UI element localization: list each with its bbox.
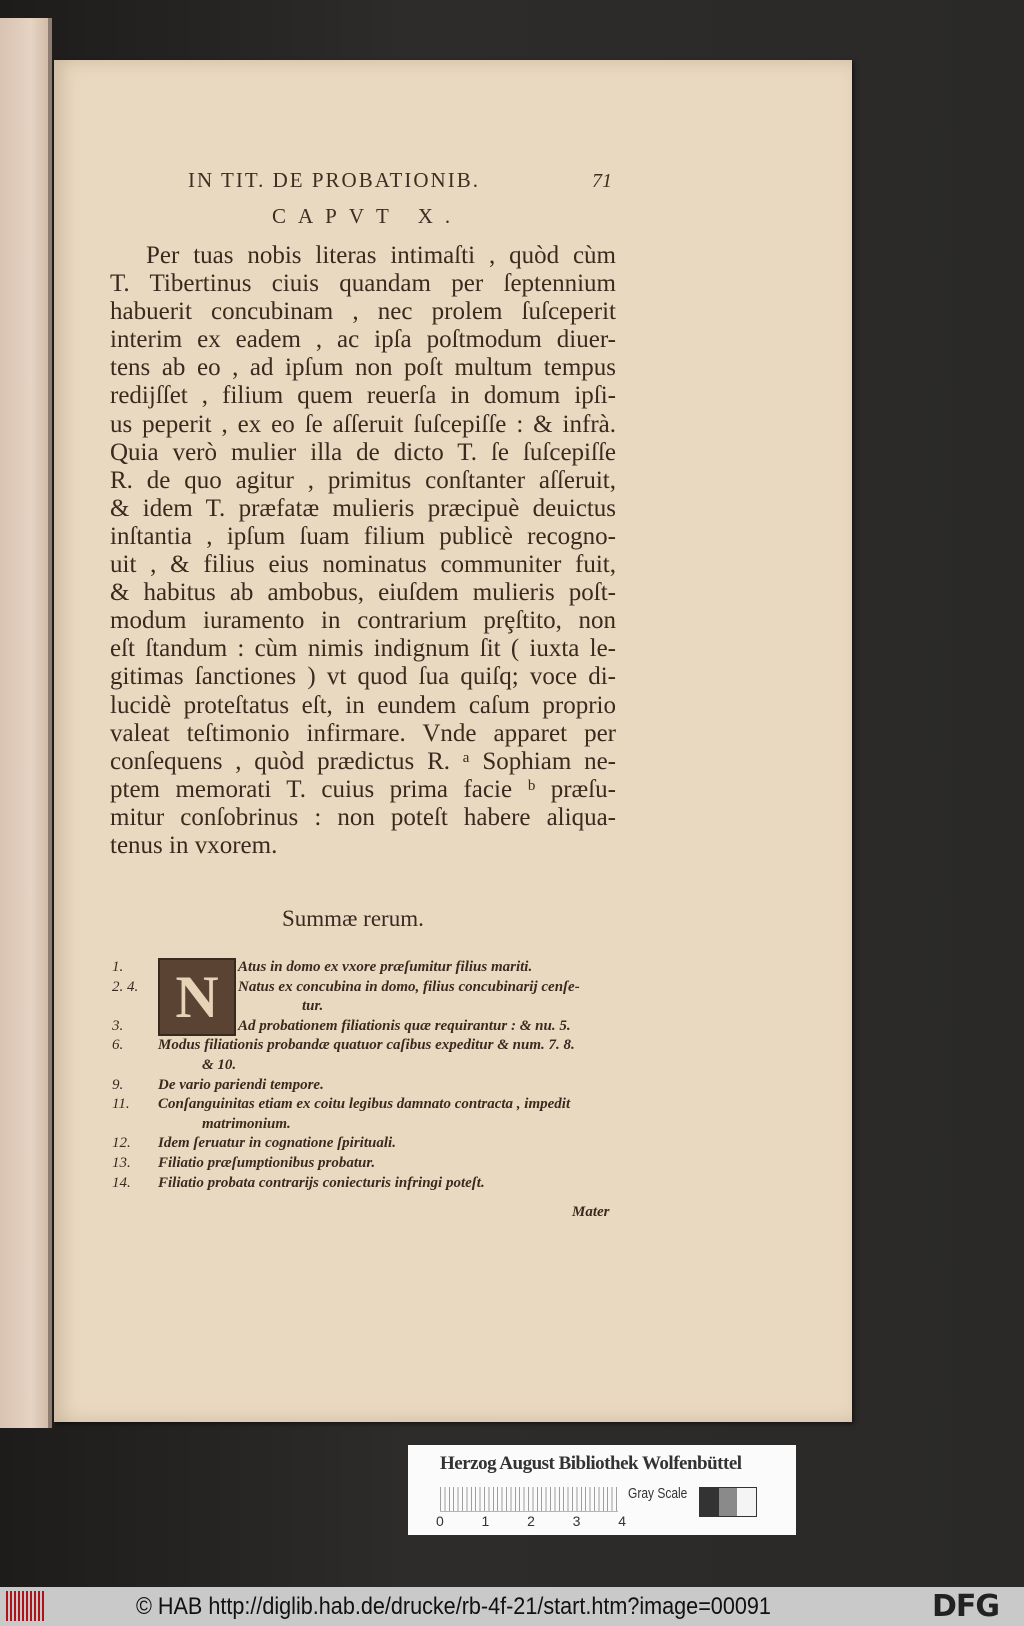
chapter-heading: CAPVT X. bbox=[272, 204, 463, 228]
summary-item-continuation: & 10. bbox=[202, 1056, 237, 1073]
hab-logo-icon bbox=[6, 1591, 46, 1621]
summary-item-text: De vario pariendi tempore. bbox=[158, 1076, 324, 1093]
body-line: valeat teſtimonio infirmare. Vnde apparet per bbox=[110, 719, 616, 747]
summary-item bbox=[112, 1174, 618, 1194]
body-line: R. de quo agitur , primitus conſtanter aſſeruit, bbox=[110, 466, 616, 494]
body-line: us peperit , ex eo ſe aſſeruit ſuſcepiſſe : & infrà. bbox=[110, 410, 616, 438]
summary-item-text: Conſanguinitas etiam ex coitu legibus damnato contracta , impedit bbox=[158, 1096, 571, 1113]
catchword: Mater bbox=[572, 1204, 610, 1220]
body-line: inſtantia , ipſum ſuam filium publicè recogno- bbox=[110, 522, 616, 550]
page-number: 71 bbox=[592, 170, 612, 192]
running-head: IN TIT. DE PROBATIONIB. bbox=[188, 168, 480, 192]
body-line: ptem memorati T. cuius prima facie ᵇ præſu- bbox=[110, 775, 616, 803]
summary-item-text: Filiatio præſumptionibus probatur. bbox=[158, 1154, 376, 1171]
tick-label: 0 bbox=[436, 1513, 444, 1529]
summary-item-text: Ad probationem filiationis quæ requirantur : & nu. 5. bbox=[238, 1017, 571, 1034]
gray-scale-swatches bbox=[699, 1487, 757, 1517]
gray-swatch bbox=[737, 1488, 756, 1516]
facing-page-edge bbox=[0, 18, 52, 1428]
summary-item bbox=[112, 1017, 618, 1037]
body-line: redijſſet , filium quem reuerſa in domum ipſi- bbox=[110, 382, 616, 410]
tick-label: 4 bbox=[618, 1513, 626, 1529]
copyright-url: © HAB http://diglib.hab.de/drucke/rb-4f-21/start.htm?image=00091 bbox=[136, 1593, 771, 1620]
summary-item-text: Filiatio probata contrarijs coniecturis infringi poteſt. bbox=[158, 1174, 485, 1191]
summary-item-text: Idem ſeruatur in cognatione ſpirituali. bbox=[158, 1135, 396, 1152]
summary-item-number: 2. 4. bbox=[112, 978, 139, 995]
footer-bar bbox=[0, 1587, 1024, 1626]
summary-item-text: Modus filiationis probandæ quatuor caſibus expeditur & num. 7. 8. bbox=[158, 1037, 575, 1054]
body-line: mitur conſobrinus : non poteſt habere aliqua- bbox=[110, 803, 616, 831]
gray-swatch bbox=[700, 1488, 719, 1516]
summary-item bbox=[112, 1154, 618, 1174]
body-line: gitimas ſanctiones ) vt quod ſua quiſq; voce di- bbox=[110, 663, 616, 691]
summary-item-number: 12. bbox=[112, 1135, 131, 1152]
tick-label: 2 bbox=[527, 1513, 535, 1529]
summary-item bbox=[112, 958, 618, 978]
body-line: T. Tibertinus ciuis quandam per ſeptennium bbox=[110, 270, 616, 298]
gray-swatch bbox=[719, 1488, 738, 1516]
body-line: habuerit concubinam , nec prolem ſuſceperit bbox=[110, 298, 616, 326]
body-line: conſequens , quòd prædictus R. ᵃ Sophiam ne- bbox=[110, 747, 616, 775]
tick-label: 3 bbox=[572, 1513, 581, 1529]
summary-item-number: 14. bbox=[112, 1174, 131, 1191]
summary-item-number: 9. bbox=[112, 1076, 124, 1093]
summary-item-text: Natus ex concubina in domo, filius concubinarij cenſe- bbox=[238, 978, 580, 995]
summary-item bbox=[112, 1076, 618, 1096]
body-line: & habitus ab ambobus, eiuſdem mulieris poſt- bbox=[110, 579, 616, 607]
body-line: tenus in vxorem. bbox=[110, 831, 278, 859]
summary-title: Summæ rerum. bbox=[282, 906, 424, 931]
summary-item-text: Atus in domo ex vxore præſumitur filius mariti. bbox=[238, 959, 533, 975]
gray-scale-label: Gray Scale bbox=[628, 1485, 688, 1502]
decorated-initial: N bbox=[158, 958, 236, 1036]
body-line: uit , & filius eius nominatus communiter fuit, bbox=[110, 551, 616, 579]
summary-item-number: 6. bbox=[112, 1037, 124, 1054]
summary-item bbox=[112, 978, 618, 998]
body-line: lucidè proteſtatus eſt, in eundem caſum proprio bbox=[110, 691, 616, 719]
library-name: Herzog August Bibliothek Wolfenbüttel bbox=[440, 1453, 742, 1474]
body-line: Quia verò mulier illa de dicto T. ſe ſuſcepiſſe bbox=[110, 438, 616, 466]
summary-item bbox=[112, 1134, 618, 1154]
summary-item-number: 11. bbox=[112, 1096, 130, 1113]
summary-item-number: 13. bbox=[112, 1154, 131, 1171]
summary-item-number: 3. bbox=[112, 1017, 124, 1034]
body-line: Per tuas nobis literas intimaſti , quòd cùm bbox=[146, 242, 616, 269]
body-line: eſt ſtandum : cùm nimis indignum ſit ( iuxta le- bbox=[110, 635, 616, 663]
body-line: tens ab eo , ad ipſum non poſt multum tempus bbox=[110, 354, 616, 382]
body-line: modum iuramento in contrarium prȩſtito, non bbox=[110, 607, 616, 635]
tick-label: 1 bbox=[481, 1513, 490, 1529]
summary-item bbox=[112, 1095, 618, 1115]
ruler-tick-labels bbox=[436, 1513, 626, 1529]
body-line: & idem T. præfatæ mulieris præcipuè deuictus bbox=[110, 494, 616, 522]
body-text bbox=[110, 242, 616, 860]
summary-item-continuation: matrimonium. bbox=[202, 1115, 291, 1132]
summary-item bbox=[112, 1036, 618, 1056]
body-line: interim ex eadem , ac ipſa poſtmodum diuer- bbox=[110, 326, 616, 354]
ruler-scale bbox=[440, 1487, 618, 1512]
color-calibration-card bbox=[408, 1445, 796, 1535]
summary-item-number: 1. bbox=[112, 959, 124, 975]
summary-item-continuation: tur. bbox=[302, 998, 324, 1015]
dfg-logo: DFG bbox=[932, 1589, 1000, 1624]
summary-list bbox=[112, 958, 618, 1193]
